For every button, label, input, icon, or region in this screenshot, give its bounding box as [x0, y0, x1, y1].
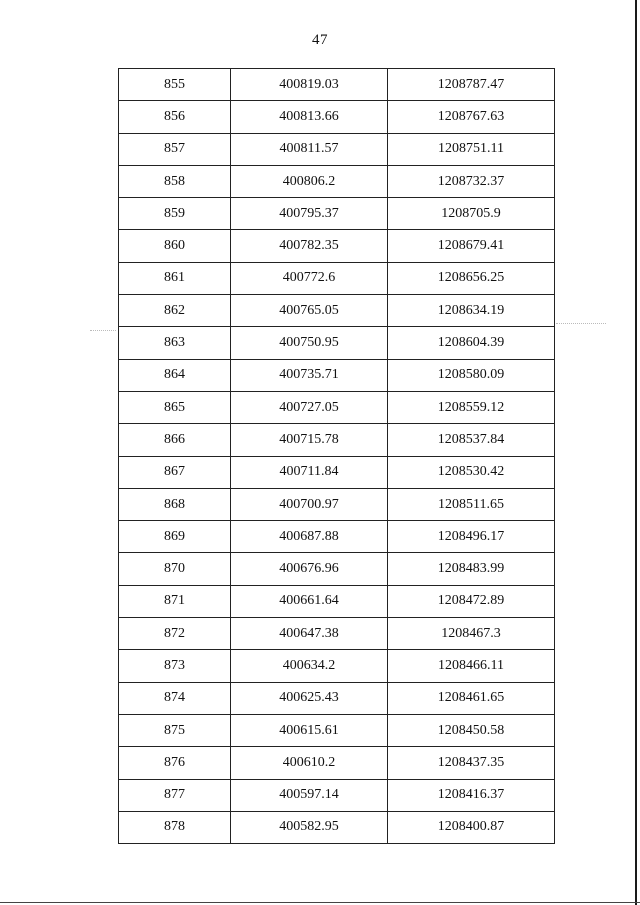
y-coordinate-cell: 1208732.37 [388, 165, 555, 197]
table-row [119, 488, 555, 520]
y-coordinate-cell: 1208472.89 [388, 585, 555, 617]
table-row [119, 327, 555, 359]
y-coordinate-cell: 1208656.25 [388, 262, 555, 294]
x-coordinate-cell: 400750.95 [231, 327, 388, 359]
point-number-cell: 876 [119, 747, 231, 779]
y-coordinate-cell: 1208751.11 [388, 133, 555, 165]
point-number-cell: 862 [119, 295, 231, 327]
y-coordinate-cell: 1208787.47 [388, 69, 555, 101]
y-coordinate-cell: 1208604.39 [388, 327, 555, 359]
point-number-cell: 869 [119, 521, 231, 553]
x-coordinate-cell: 400615.61 [231, 714, 388, 746]
table-row [119, 133, 555, 165]
table-row [119, 101, 555, 133]
point-number-cell: 856 [119, 101, 231, 133]
x-coordinate-cell: 400610.2 [231, 747, 388, 779]
table-row [119, 779, 555, 811]
x-coordinate-cell: 400811.57 [231, 133, 388, 165]
page-number: 47 [312, 32, 328, 48]
y-coordinate-cell: 1208450.58 [388, 714, 555, 746]
table-row [119, 521, 555, 553]
y-coordinate-cell: 1208496.17 [388, 521, 555, 553]
point-number-cell: 871 [119, 585, 231, 617]
x-coordinate-cell: 400727.05 [231, 391, 388, 423]
y-coordinate-cell: 1208530.42 [388, 456, 555, 488]
x-coordinate-cell: 400782.35 [231, 230, 388, 262]
y-coordinate-cell: 1208580.09 [388, 359, 555, 391]
table-row [119, 553, 555, 585]
x-coordinate-cell: 400625.43 [231, 682, 388, 714]
y-coordinate-cell: 1208634.19 [388, 295, 555, 327]
x-coordinate-cell: 400676.96 [231, 553, 388, 585]
x-coordinate-cell: 400806.2 [231, 165, 388, 197]
x-coordinate-cell: 400647.38 [231, 618, 388, 650]
x-coordinate-cell: 400819.03 [231, 69, 388, 101]
table-row [119, 714, 555, 746]
table-row [119, 391, 555, 423]
x-coordinate-cell: 400634.2 [231, 650, 388, 682]
x-coordinate-cell: 400700.97 [231, 488, 388, 520]
point-number-cell: 875 [119, 714, 231, 746]
table-row [119, 811, 555, 843]
x-coordinate-cell: 400687.88 [231, 521, 388, 553]
table-row [119, 165, 555, 197]
table-row [119, 618, 555, 650]
x-coordinate-cell: 400597.14 [231, 779, 388, 811]
x-coordinate-cell: 400765.05 [231, 295, 388, 327]
x-coordinate-cell: 400715.78 [231, 424, 388, 456]
x-coordinate-cell: 400661.64 [231, 585, 388, 617]
y-coordinate-cell: 1208767.63 [388, 101, 555, 133]
y-coordinate-cell: 1208461.65 [388, 682, 555, 714]
point-number-cell: 865 [119, 391, 231, 423]
x-coordinate-cell: 400735.71 [231, 359, 388, 391]
point-number-cell: 855 [119, 69, 231, 101]
table-row [119, 424, 555, 456]
point-number-cell: 874 [119, 682, 231, 714]
y-coordinate-cell: 1208559.12 [388, 391, 555, 423]
table-row [119, 230, 555, 262]
y-coordinate-cell: 1208437.35 [388, 747, 555, 779]
y-coordinate-cell: 1208537.84 [388, 424, 555, 456]
point-number-cell: 870 [119, 553, 231, 585]
point-number-cell: 873 [119, 650, 231, 682]
point-number-cell: 858 [119, 165, 231, 197]
coordinates-table-body [119, 69, 555, 844]
point-number-cell: 864 [119, 359, 231, 391]
y-coordinate-cell: 1208679.41 [388, 230, 555, 262]
point-number-cell: 867 [119, 456, 231, 488]
table-row [119, 747, 555, 779]
point-number-cell: 863 [119, 327, 231, 359]
point-number-cell: 872 [119, 618, 231, 650]
scan-artifact-right [556, 323, 606, 324]
table-row [119, 295, 555, 327]
table-row [119, 262, 555, 294]
table-row [119, 456, 555, 488]
x-coordinate-cell: 400795.37 [231, 198, 388, 230]
point-number-cell: 866 [119, 424, 231, 456]
point-number-cell: 860 [119, 230, 231, 262]
table-row [119, 650, 555, 682]
x-coordinate-cell: 400813.66 [231, 101, 388, 133]
point-number-cell: 859 [119, 198, 231, 230]
page-bottom-edge [0, 902, 640, 903]
point-number-cell: 857 [119, 133, 231, 165]
table-row [119, 69, 555, 101]
y-coordinate-cell: 1208511.65 [388, 488, 555, 520]
y-coordinate-cell: 1208466.11 [388, 650, 555, 682]
x-coordinate-cell: 400711.84 [231, 456, 388, 488]
y-coordinate-cell: 1208467.3 [388, 618, 555, 650]
point-number-cell: 868 [119, 488, 231, 520]
y-coordinate-cell: 1208400.87 [388, 811, 555, 843]
y-coordinate-cell: 1208705.9 [388, 198, 555, 230]
scan-artifact-left [90, 330, 116, 331]
page-edge-shadow [635, 0, 637, 905]
x-coordinate-cell: 400772.6 [231, 262, 388, 294]
point-number-cell: 861 [119, 262, 231, 294]
table-row [119, 682, 555, 714]
y-coordinate-cell: 1208483.99 [388, 553, 555, 585]
y-coordinate-cell: 1208416.37 [388, 779, 555, 811]
point-number-cell: 877 [119, 779, 231, 811]
table-row [119, 359, 555, 391]
table-row [119, 198, 555, 230]
table-row [119, 585, 555, 617]
coordinates-table [118, 68, 555, 844]
x-coordinate-cell: 400582.95 [231, 811, 388, 843]
point-number-cell: 878 [119, 811, 231, 843]
